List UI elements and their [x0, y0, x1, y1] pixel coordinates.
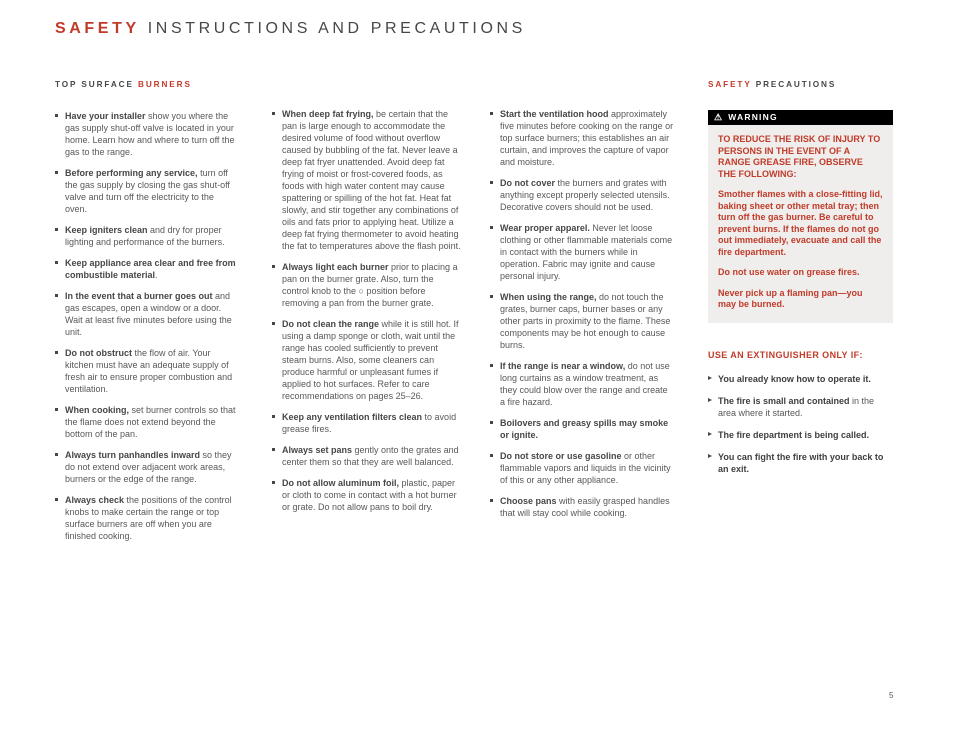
bullet-icon [55, 351, 58, 354]
list-item-text: Always turn panhandles inward so they do not extend over adjacent work areas, burners or the edge of the range. [65, 450, 232, 484]
warning-paragraph: Never pick up a flaming pan—you may be burned. [718, 287, 863, 309]
bullet-icon [55, 408, 58, 411]
page-number: 5 [889, 691, 894, 700]
warning-body [708, 125, 893, 323]
list-item-text: Do not allow aluminum foil, plastic, paper or cloth to come in contact with a hot burner or grate. Do not allow pans to boil dry. [282, 478, 457, 512]
list-item [272, 318, 461, 402]
warning-header [708, 110, 893, 125]
list-item [490, 360, 674, 408]
bullet-icon [490, 226, 493, 229]
list-item [272, 411, 461, 435]
bullet-icon [55, 498, 58, 501]
list-item-text: When cooking, set burner controls so that the flame does not extend beyond the bottom of the pan. [65, 405, 236, 439]
list-item-text: Do not store or use gasoline or other flammable vapors and liquids in the vicinity of this or any other appliance. [500, 451, 671, 485]
list-item-text: Have your installer show you where the gas supply shut-off valve is located in your home. Learn how and where to turn off the gas to the range. [65, 111, 235, 157]
section-header-safety-precautions [708, 80, 893, 89]
list-item-text: Start the ventilation hood approximately five minutes before cooking on the range or top surface burners; this establishes an air curtain, and improves the capture of vapor and moisture. [500, 109, 674, 167]
bullet-icon [490, 181, 493, 184]
list-item-text: Keep appliance area clear and free from combustible material. [65, 258, 236, 280]
list-item [708, 429, 893, 441]
list-item [55, 257, 238, 281]
list-item-text: Boilovers and greasy spills may smoke or ignite. [500, 418, 669, 440]
list-item-text: Always check the positions of the control knobs to make certain the range or top surface burners are off when you are finished cooking. [65, 495, 232, 541]
bullet-list-column-2 [272, 108, 461, 513]
column-top-surface-burners [55, 80, 238, 551]
bullet-icon [272, 265, 275, 268]
list-item [272, 477, 461, 513]
list-item-text: When using the range, do not touch the grates, burner caps, burner bases or any other parts in proximity to the flame. These components may be hot enough to cause burns. [500, 292, 671, 350]
list-item-text: You can fight the fire with your back to an exit. [718, 451, 884, 474]
warning-paragraph: Do not use water on grease fires. [718, 267, 860, 277]
page-title-rest: INSTRUCTIONS AND PRECAUTIONS [139, 20, 526, 37]
bullet-icon [55, 294, 58, 297]
bullet-icon [708, 454, 712, 458]
warning-label: WARNING [728, 112, 778, 122]
bullet-icon [708, 432, 712, 436]
list-item [55, 404, 238, 440]
list-item-text: In the event that a burner goes out and gas escapes, open a window or a door. Wait at least five minutes before using the unit. [65, 291, 232, 337]
bullet-icon [490, 499, 493, 502]
bullet-icon [708, 398, 712, 402]
bullet-icon [55, 114, 58, 117]
list-item-text: Always light each burner prior to placing a pan on the burner grate. Also, turn the control knob to the ○ position before removing a pan from the burner grate. [282, 262, 458, 308]
list-item [55, 290, 238, 338]
page-title [55, 20, 526, 38]
bullet-icon [708, 376, 712, 380]
bullet-list-column-1 [55, 110, 238, 542]
bullet-icon [490, 112, 493, 115]
list-item [55, 449, 238, 485]
column-middle-left [272, 108, 461, 522]
bullet-icon [272, 322, 275, 325]
warning-triangle-icon: ⚠ [714, 112, 724, 122]
list-item [55, 224, 238, 248]
list-item-text: Do not clean the range while it is still hot. If using a damp sponge or cloth, wait until the range has cooled sufficiently to prevent steam burns. Also, some cleaners can produce harmful or unpleasant fumes if applied to hot surfaces. Refer to care recommendations on pages 25–26. [282, 319, 459, 401]
list-item [55, 110, 238, 158]
list-item [490, 450, 674, 486]
list-item [708, 395, 893, 419]
section-header-accent: SAFETY [708, 80, 752, 89]
bullet-icon [272, 481, 275, 484]
bullet-icon [55, 228, 58, 231]
list-item-text: You already know how to operate it. [718, 373, 871, 384]
bullet-icon [55, 171, 58, 174]
list-item-text: The fire department is being called. [718, 429, 870, 440]
list-item [490, 291, 674, 351]
section-header-plain: TOP SURFACE [55, 80, 134, 89]
bullet-icon [490, 364, 493, 367]
list-item-text: Do not obstruct the flow of air. Your kitchen must have an adequate supply of fresh air to ensure proper combustion and ventilation. [65, 348, 233, 394]
warning-paragraph: Smother flames with a close-fitting lid, baking sheet or other metal tray; then turn off the gas burner. Be careful to prevent burns. If the flames do not go out immediately, evacuate and call the fire department. [718, 189, 883, 257]
list-item-text: When deep fat frying, be certain that the pan is large enough to accommodate the desired volume of food without overflow caused by bubbling of the fat. Never leave a deep fat fryer unattended. Avoid deep fat frying of moist or frost-covered foods, as foods with high water content may cause spattering or spilling of the hot fat. Heat fat slowly, and stir together any combinations of oils and fats prior to applying heat. Utilize a deep fat frying thermometer to avoid heating the fat to temperatures above the flash point. [282, 109, 461, 251]
warning-box [708, 110, 893, 323]
list-item [490, 108, 674, 168]
list-item [490, 177, 674, 213]
extinguisher-heading: USE AN EXTINGUISHER ONLY IF: [708, 349, 863, 360]
section-header-accent: BURNERS [133, 80, 192, 89]
column-middle-right [490, 108, 674, 528]
list-item [272, 444, 461, 468]
bullet-icon [272, 448, 275, 451]
list-item-text: Do not cover the burners and grates with anything except properly selected utensils. Decorative covers should not be used. [500, 178, 670, 212]
column-safety-precautions [708, 80, 893, 485]
list-item-text: Keep any ventilation filters clean to avoid grease fires. [282, 412, 457, 434]
list-item [55, 167, 238, 215]
list-item [490, 417, 674, 441]
list-item [272, 261, 461, 309]
bullet-icon [490, 421, 493, 424]
list-item [55, 494, 238, 542]
warning-paragraph: TO REDUCE THE RISK OF INJURY TO PERSONS IN THE EVENT OF A RANGE GREASE FIRE, OBSERVE THE FOLLOWING: [718, 134, 881, 179]
list-item-text: Keep igniters clean and dry for proper lighting and performance of the burners. [65, 225, 225, 247]
bullet-list-column-3 [490, 108, 674, 519]
list-item-text: The fire is small and contained in the area where it started. [718, 395, 875, 418]
list-item [708, 373, 893, 385]
bullet-icon [490, 295, 493, 298]
section-header-top-surface-burners [55, 80, 238, 89]
bullet-icon [55, 453, 58, 456]
bullet-icon [55, 261, 58, 264]
bullet-icon [490, 454, 493, 457]
bullet-icon [272, 415, 275, 418]
extinguisher-list [708, 373, 893, 475]
list-item [272, 108, 461, 252]
bullet-icon [272, 112, 275, 115]
list-item [55, 347, 238, 395]
list-item-text: Choose pans with easily grasped handles that will stay cool while cooking. [500, 496, 670, 518]
section-header-plain: PRECAUTIONS [751, 80, 837, 89]
list-item [490, 222, 674, 282]
list-item-text: Wear proper apparel. Never let loose clothing or other flammable materials come in contact with the burners while in operation. Fabric may ignite and cause personal injury. [500, 223, 673, 281]
list-item [490, 495, 674, 519]
list-item-text: Before performing any service, turn off the gas supply by closing the gas shut-off valve and turn off the electricity to the oven. [65, 168, 230, 214]
page-title-emphasis: SAFETY [55, 20, 140, 37]
list-item-text: If the range is near a window, do not use long curtains as a window treatment, as they could blow over the range and create a fire hazard. [500, 361, 670, 407]
list-item-text: Always set pans gently onto the grates and center them so that they are well balanced. [282, 445, 459, 467]
list-item [708, 451, 893, 475]
